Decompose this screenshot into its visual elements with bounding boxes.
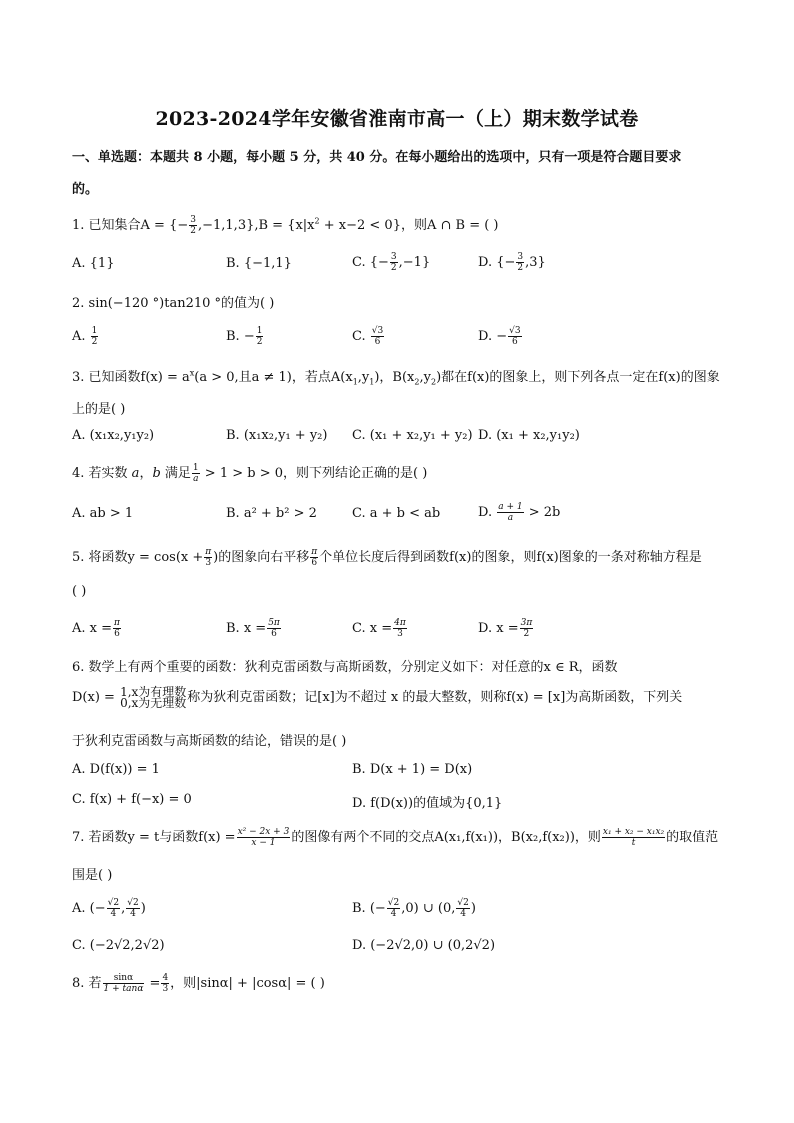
q4-part-a: 4. 若实数: [72, 466, 132, 481]
q7-b-mid: ,0) ∪ (0,: [401, 901, 456, 916]
q8-f1-num: sinα: [103, 973, 145, 984]
q7-a-frac1: [107, 898, 120, 919]
q2-c-label: C.: [352, 329, 366, 344]
q7-a-f1-den: 4: [110, 909, 117, 919]
q2-d-label: D. −: [478, 329, 508, 344]
q5-a-frac: [113, 618, 121, 639]
q7-f2-den: t: [631, 838, 636, 848]
q3-sub3: 2: [414, 377, 420, 387]
q8-part-a: 8. 若: [72, 976, 102, 991]
q4-option-a[interactable]: A. ab > 1: [72, 506, 134, 521]
q4-option-c[interactable]: C. a + b < ab: [352, 506, 441, 521]
q7-b-f2-den: 4: [460, 909, 466, 919]
question-7-stem-line1: [72, 826, 718, 848]
q7-f1-num: x² − 2x + 3: [237, 827, 290, 837]
q4-frac-den: a: [193, 474, 199, 484]
q2-option-d[interactable]: [478, 326, 523, 347]
q7-option-b[interactable]: [352, 898, 476, 919]
q7-b-frac1: [387, 898, 400, 919]
q5-f1-den: 3: [205, 558, 212, 568]
q4-option-b[interactable]: B. a² + b² > 2: [226, 506, 317, 521]
q1-fraction: [189, 215, 197, 236]
q2-b-num: 1: [256, 326, 263, 336]
question-4-stem: [72, 462, 427, 484]
q1-option-c-label: C. {−: [352, 255, 389, 270]
q5-option-c[interactable]: [352, 618, 408, 639]
q5-part-c: 个单位长度后得到函数f(x)的图象，则f(x)图象的一条对称轴方程是: [319, 550, 702, 565]
q6-case2: 0,x为无理数: [120, 695, 187, 710]
question-2-stem: 2. sin(−120 °)tan210 °的值为( ): [72, 296, 275, 311]
q8-f2-den: 3: [162, 984, 169, 994]
q5-b-frac: [267, 618, 281, 639]
q1-option-a[interactable]: A. {1}: [72, 256, 115, 271]
q5-c-num: 4π: [394, 618, 406, 628]
q7-a-mid: ,: [121, 901, 126, 916]
q1-stem-c: + x−2 < 0}，则A ∩ B = ( ): [319, 218, 499, 233]
q7-part-c: 的取值范: [666, 830, 719, 845]
q4-part-d: > 1 > b > 0，则下列结论正确的是( ): [200, 466, 428, 481]
q6-dx-label: D(x) =: [72, 690, 120, 705]
q5-option-b[interactable]: [226, 618, 282, 639]
q5-a-num: π: [114, 618, 120, 628]
question-6-stem-line1: 6. 数学上有两个重要的函数：狄利克雷函数与高斯函数，分别定义如下：对任意的x ∈ R，函数: [72, 660, 618, 675]
q7-part-b: 的图像有两个不同的交点A(x₁,f(x₁))，B(x₂,f(x₂))，则: [291, 830, 601, 845]
q6-part-b: 称为狄利克雷函数；记[x]为不超过 x 的最大整数，则称f(x) = [x]为高斯函数，下列关: [187, 690, 683, 705]
q3-option-b[interactable]: B. (x₁x₂,y₁ + y₂): [226, 428, 328, 443]
q6-option-a[interactable]: A. D(f(x)) = 1: [72, 762, 160, 777]
q5-a-label: A. x =: [72, 621, 113, 636]
q5-option-d[interactable]: [478, 618, 534, 639]
q6-case1: 1,x为有理数: [120, 684, 187, 699]
q8-frac2: [161, 973, 169, 994]
q5-frac2: [310, 547, 318, 568]
q6-piecewise: [120, 684, 187, 710]
q1-option-d-label: D. {−: [478, 255, 516, 270]
q2-option-b[interactable]: [226, 326, 264, 347]
question-7-stem-line2: 围是( ): [72, 868, 113, 883]
q5-c-frac: [393, 618, 407, 639]
q4-frac: [192, 463, 200, 484]
q5-part-b: )的图象向右平移: [213, 550, 310, 565]
q5-option-a[interactable]: [72, 618, 122, 639]
q1-c-den: 2: [390, 263, 397, 273]
q2-b-den: 2: [256, 337, 263, 347]
q5-d-frac: [520, 618, 534, 639]
question-5-stem-line1: [72, 546, 702, 568]
q5-b-den: 6: [271, 629, 277, 639]
q2-c-frac: [371, 326, 384, 347]
q5-f2-num: π: [311, 547, 318, 557]
q7-frac2: [602, 827, 665, 848]
q5-frac1: [204, 547, 212, 568]
q3-option-c[interactable]: C. (x₁ + x₂,y₁ + y₂): [352, 428, 473, 443]
q3-exp: x: [189, 368, 195, 378]
q7-b-f2-num: √2: [457, 898, 469, 908]
q5-b-label: B. x =: [226, 621, 267, 636]
q1-option-d-frac: [516, 252, 524, 273]
q7-option-d[interactable]: D. (−2√2,0) ∪ (0,2√2): [352, 938, 496, 953]
q8-part-c: ，则|sinα| + |cosα| = ( ): [170, 976, 325, 991]
q7-b-f1-den: 4: [390, 909, 397, 919]
q7-a-frac2: [126, 898, 139, 919]
q2-d-num: √3: [509, 326, 521, 336]
q7-a-end: ): [140, 901, 146, 916]
q7-frac1: [237, 827, 291, 848]
q7-b-frac2: [456, 898, 469, 919]
q7-a-label: A. (−: [72, 901, 106, 916]
section-header-line2: 的。: [72, 182, 99, 197]
q4-var-a: a: [131, 466, 140, 481]
q3-part-d: )，B(x: [374, 370, 415, 385]
q4-d-tail: > 2b: [524, 505, 561, 520]
q5-d-label: D. x =: [478, 621, 519, 636]
q7-f2-num: x₁ + x₂ − x₁x₂: [602, 827, 665, 837]
q1-option-c[interactable]: [352, 252, 430, 273]
q5-part-a: 5. 将函数y = cos(x +: [72, 550, 204, 565]
q1-option-c-frac: [390, 252, 398, 273]
q4-d-den: a: [507, 513, 514, 523]
q3-part-c: ,y: [357, 370, 370, 385]
q4-d-num: a + 1: [498, 502, 523, 512]
q5-f1-num: π: [205, 547, 212, 557]
q1-frac-den: 2: [190, 226, 196, 236]
q7-option-c[interactable]: C. (−2√2,2√2): [72, 938, 165, 953]
q1-d-den: 2: [517, 263, 524, 273]
q1-option-c-tail: ,−1}: [398, 255, 431, 270]
q1-option-d-tail: ,3}: [525, 255, 546, 270]
q7-a-f2-den: 4: [130, 909, 136, 919]
q1-stem-a: 1. 已知集合A = {−: [72, 218, 189, 233]
q2-c-den: 6: [374, 337, 381, 347]
q5-c-den: 3: [397, 629, 403, 639]
q5-d-num: 3π: [520, 618, 533, 628]
q3-part-a: 3. 已知函数f(x) = a: [72, 370, 190, 385]
q3-sub4: 2: [430, 377, 437, 387]
q7-f1-den: x − 1: [251, 838, 276, 848]
question-3-stem-line1: [72, 366, 720, 387]
q7-option-a[interactable]: [72, 898, 146, 919]
page-title: 2023-2024学年安徽省淮南市高一（上）期末数学试卷: [155, 108, 639, 130]
q2-b-label: B. −: [226, 329, 255, 344]
q2-d-frac: [508, 326, 521, 347]
q5-c-label: C. x =: [352, 621, 393, 636]
q2-a-den: 2: [91, 337, 98, 347]
q2-option-c[interactable]: [352, 326, 385, 347]
question-3-stem-line2: 上的是( ): [72, 402, 126, 417]
question-8-stem: [72, 972, 325, 994]
q2-b-frac: [256, 326, 264, 347]
q2-d-den: 6: [511, 337, 518, 347]
q4-d-label: D.: [478, 505, 493, 520]
q3-part-f: )都在f(x)的图象上，则下列各点一定在f(x)的图象: [436, 370, 720, 385]
section-header-line1: 一、单选题：本题共 8 小题，每小题 5 分，共 40 分。在每小题给出的选项中，只有一项是符合题目要求: [72, 150, 682, 165]
q4-option-d[interactable]: [478, 502, 560, 523]
q5-f2-den: 6: [311, 558, 318, 568]
q2-a-frac: [91, 326, 99, 347]
q7-b-label: B. (−: [352, 901, 386, 916]
q4-var-b: b: [152, 466, 161, 481]
q3-option-d[interactable]: D. (x₁ + x₂,y₁y₂): [478, 428, 580, 443]
q4-part-c: 满足: [160, 466, 191, 481]
question-1-stem: [72, 214, 499, 236]
q8-part-b: =: [145, 976, 161, 991]
q1-exponent: 2: [314, 216, 320, 226]
q8-frac1: [103, 973, 145, 994]
q4-part-b: ，: [139, 466, 153, 481]
q3-option-a[interactable]: A. (x₁x₂,y₁y₂): [72, 428, 155, 443]
q4-frac-num: 1: [192, 463, 199, 473]
question-6-stem-line3: 于狄利克雷函数与高斯函数的结论，错误的是( ): [72, 734, 347, 749]
q1-c-num: 3: [390, 252, 397, 262]
q4-d-frac: [497, 502, 523, 523]
q7-a-f2-num: √2: [127, 898, 139, 908]
q5-a-den: 6: [114, 629, 120, 639]
q5-b-num: 5π: [268, 618, 280, 628]
q2-option-a[interactable]: [72, 326, 99, 347]
q3-sub2: 1: [369, 377, 375, 387]
q7-b-f1-num: √2: [387, 898, 400, 908]
q7-a-f1-num: √2: [107, 898, 120, 908]
q7-part-a: 7. 若函数y = t与函数f(x) =: [72, 830, 236, 845]
q6-option-d[interactable]: D. f(D(x))的值域为{0,1}: [352, 796, 503, 811]
q5-d-den: 2: [523, 629, 530, 639]
question-5-stem-line2: ( ): [72, 584, 87, 599]
q1-option-d[interactable]: [478, 252, 546, 273]
q2-a-num: 1: [91, 326, 98, 336]
q2-a-label: A.: [72, 329, 86, 344]
q1-stem-b: ,−1,1,3},B = {x|x: [197, 218, 315, 233]
q7-b-end: ): [470, 901, 476, 916]
q3-part-e: ,y: [419, 370, 431, 385]
q2-c-num: √3: [371, 326, 384, 336]
question-6-stem-line2: [72, 686, 682, 709]
q1-d-num: 3: [517, 252, 524, 262]
q3-sub1: 1: [352, 377, 358, 387]
q8-f1-den: 1 + tanα: [103, 984, 144, 994]
q8-f2-num: 4: [162, 973, 169, 983]
q3-part-b: (a > 0,且a ≠ 1)，若点A(x: [194, 370, 353, 385]
q1-frac-num: 3: [190, 215, 196, 225]
q1-option-b[interactable]: B. {−1,1}: [226, 256, 292, 271]
q6-option-b[interactable]: B. D(x + 1) = D(x): [352, 762, 473, 777]
q6-option-c[interactable]: C. f(x) + f(−x) = 0: [72, 792, 192, 807]
